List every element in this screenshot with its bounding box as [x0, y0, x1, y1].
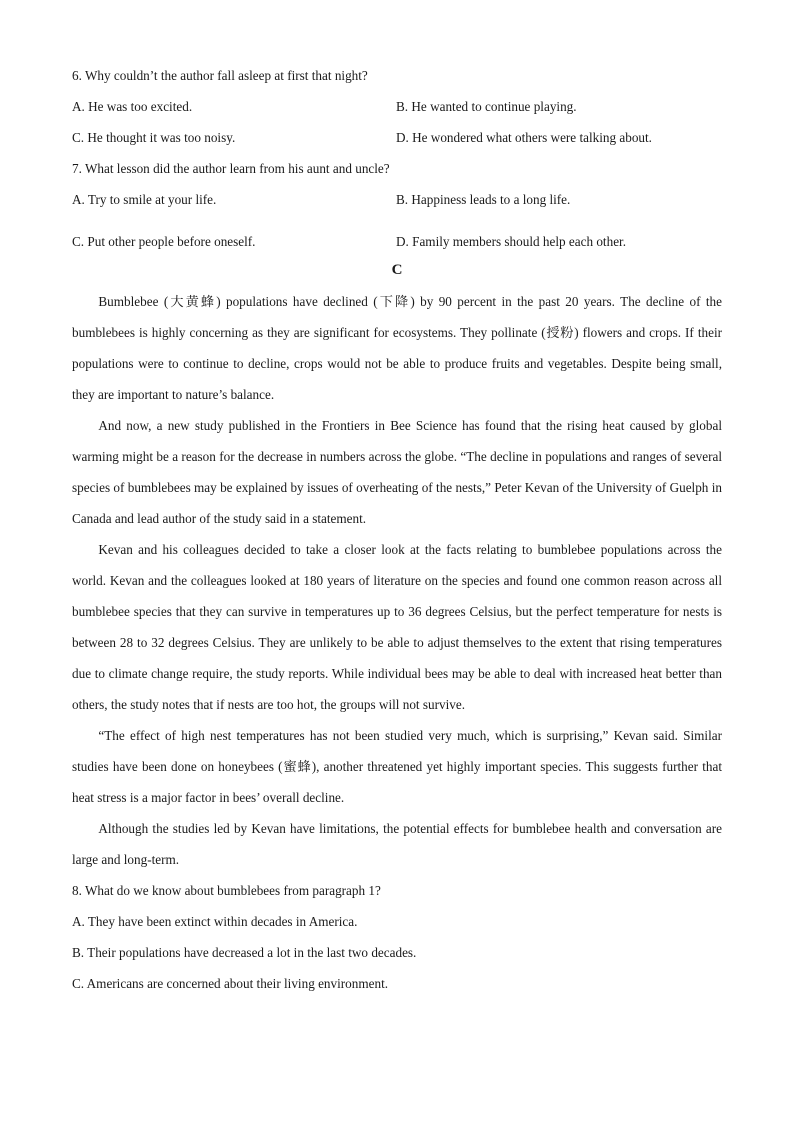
exam-page	[72, 60, 722, 999]
question-8-option-c: C. Americans are concerned about their living environment.	[72, 976, 389, 991]
question-6-option-d: D. He wondered what others were talking about.	[396, 130, 652, 145]
question-6-option-a: A. He was too excited.	[72, 99, 193, 114]
passage-paragraph-2: And now, a new study published in the Frontiers in Bee Science has found that the rising heat caused by global warming might be a reason for the decrease in numbers across the globe. “The decline in populations and ranges of several species of bumblebees may be explained by issues of overheating of the nests,” Peter Kevan of the University of Guelph in Canada and lead author of the study said in a statement.	[72, 418, 722, 526]
passage-paragraph-4: “The effect of high nest temperatures has not been studied very much, which is surprising,” Kevan said. Similar studies have been done on honeybees (蜜蜂), another threatened yet highly important species. This suggests further that heat stress is a major factor in bees’ overall decline.	[72, 728, 722, 805]
passage-paragraph-5: Although the studies led by Kevan have limitations, the potential effects for bumblebee health and conversation are large and long-term.	[72, 821, 722, 867]
question-8-option-a: A. They have been extinct within decades in America.	[72, 914, 358, 929]
question-7-options-row-2	[72, 226, 722, 257]
question-8-option-b: B. Their populations have decreased a lot in the last two decades.	[72, 945, 417, 960]
question-8-stem: 8. What do we know about bumblebees from paragraph 1?	[72, 883, 381, 898]
question-6-option-b: B. He wanted to continue playing.	[396, 99, 577, 114]
question-7-option-c: C. Put other people before oneself.	[72, 234, 256, 249]
section-heading: C	[391, 262, 403, 278]
question-7-option-a: A. Try to smile at your life.	[72, 192, 217, 207]
question-6-options-row-1	[72, 91, 722, 122]
question-7-options-row-1	[72, 184, 722, 226]
question-7-option-b: B. Happiness leads to a long life.	[396, 192, 571, 207]
passage-paragraph-1: Bumblebee (大黄蜂) populations have declined (下降) by 90 percent in the past 20 years. The decline of the bumblebees is highly concerning as they are significant for ecosystems. They pollinate (授粉) flowers and crops. If their populations were to continue to decline, crops would not be able to produce fruits and vegetables. Despite being small, they are important to nature’s balance.	[72, 294, 722, 402]
question-6-option-c: C. He thought it was too noisy.	[72, 130, 236, 145]
passage-paragraph-3: Kevan and his colleagues decided to take a closer look at the facts relating to bumblebee populations across the world. Kevan and the colleagues looked at 180 years of literature on the species and found one common reason across all bumblebee species that they can survive in temperatures up to 36 degrees Celsius, but the perfect temperature for nests is between 28 to 32 degrees Celsius. They are unlikely to be able to adjust themselves to the extent that rising temperatures due to climate change require, the study reports. While individual bees may be able to deal with increased heat better than others, the study notes that if nests are too hot, the groups will not survive.	[72, 542, 722, 712]
question-6-options-row-2	[72, 122, 722, 153]
question-7-option-d: D. Family members should help each other.	[396, 234, 627, 249]
question-7-stem: 7. What lesson did the author learn from his aunt and uncle?	[72, 161, 390, 176]
question-6-stem: 6. Why couldn’t the author fall asleep at first that night?	[72, 68, 368, 83]
